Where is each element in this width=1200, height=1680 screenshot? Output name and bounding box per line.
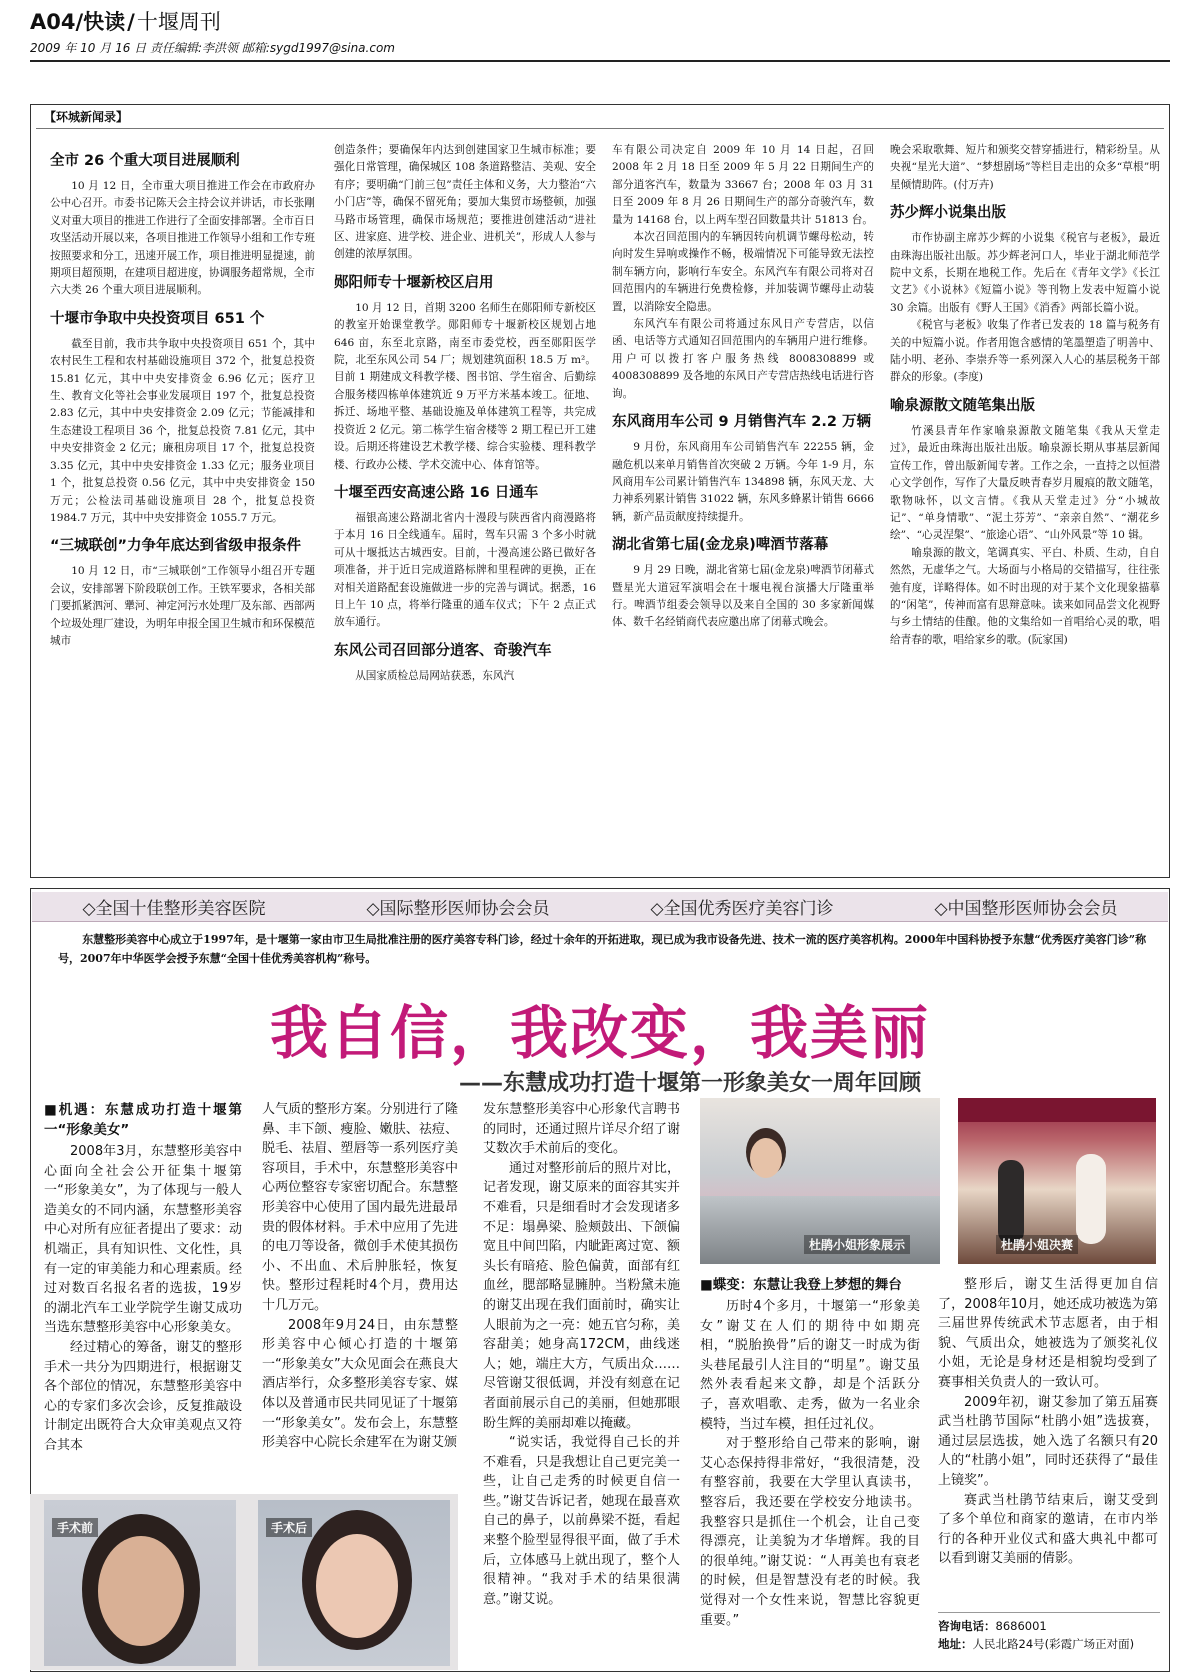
credential-item: ◇国际整形医师协会会员: [366, 899, 550, 919]
article-text: 10 月 12 日，全市重大项目推进工作会在市政府办公中心召开。市委书记陈天会主持会议并讲话，市长张剛义对重大项目的推进工作进行了全面安排部署。全市百日攻坚活动开展以来，各项目推进工作领导小组和工作专班按照要求和分工，迅速开展工作，项目推进明显提速，前期项目超预期，在建项目超进度，协调服务超常规，全市六大类 26 个重大项目进展顺利。: [50, 180, 315, 297]
article-text: 车有限公司决定自 2009 年 10 月 14 日起，召回 2008 年 2 月 18 日至 2009 年 5 月 22 日期间生产的部分逍客汽车，数量为 33667 台；2008 年 03 月 31 日至 2009 年 8 月 26 日期间生产的部分奇骏汽车，数量为 14168 台，以上两车型召回数量共计 51813 台。: [612, 144, 874, 226]
photo-caption: 手术前: [52, 1518, 98, 1537]
ad-column-1: [44, 1100, 242, 1492]
photo-caption: 手术后: [266, 1518, 312, 1537]
credential-item: ◇全国优秀医疗美容门诊: [650, 899, 834, 919]
article-title: 东风公司召回部分逍客、奇骏汽车: [334, 642, 552, 659]
ad-text: 2008年9月24日，由东慧整形美容中心倾心打造的十堰第一“形象美女”大众见面会在燕良大酒店举行，众多整形美容专家、媒体以及普通市民共同见证了十堰第一“形象美女”。发布会上，东慧整形美容中心院长余建军在为谢艾颁: [262, 1317, 458, 1451]
article-text: 10 月 12 日，市“三城联创”工作领导小组召开专题会议，安排部署下阶段联创工作。王铁军要求，各相关部门要抓紧泗河、犟河、神定河污水处理厂及东部、西部两个垃圾处理厂建设，为明年申报全国卫生城市和环保模范城市: [50, 565, 315, 647]
article-text: 市作协副主席苏少辉的小说集《税官与老板》，最近由珠海出版社出版。苏少辉老河口人，毕业于湖北师范学院中文系，长期在地税工作。先后在《青年文学》《长江文艺》《小说林》《短篇小说》等刊物上发表中短篇小说 30 余篇。出版有《野人王国》《消香》两部长篇小说。: [890, 232, 1160, 314]
paper-name: 十堰周刊: [136, 10, 221, 34]
contact-box: [938, 1612, 1160, 1653]
ad-text: 赛武当杜鹃节结束后，谢艾受到了多个单位和商家的邀请，在市内举行的各种开业仪式和盛大典礼中都可以看到谢艾美丽的倩影。: [938, 1492, 1158, 1567]
article-text: 《税官与老板》收集了作者已发表的 18 篇与税务有关的中短篇小说。作者用饱含感情的笔墨塑造了明善中、陆小明、老孙、李崇乔等一系列深入人心的基层税务干部群众的形象。(李度): [890, 319, 1160, 384]
stage-light: [958, 1098, 1156, 1122]
masthead-meta: 2009 年 10 月 16 日 责任编辑:李洪领 邮箱:sygd1997@sina.com: [30, 41, 395, 55]
photo-pageant-final: [958, 1098, 1156, 1264]
news-column-1: [50, 142, 315, 874]
face: [98, 1536, 184, 1646]
section-title: ■蝶变：东慧让我登上梦想的舞台: [700, 1277, 902, 1293]
ad-column-3: [483, 1100, 680, 1660]
ad-text: 历时4个多月，十堰第一“形象美女”谢艾在人们的期待中如期亮相，“脱胎换骨”后的谢艾一时成为街头巷尾最引人注目的“明星”。谢艾虽然外表看起来文静，却是个活跃分子，喜欢唱歌、走秀，做为一名业余模特，当过车模，担任过礼仪。: [700, 1299, 920, 1432]
article-text: 福银高速公路湖北省内十漫段与陕西省内商漫路将于本月 16 日全线通车。届时，驾车只需 3 个多小时就可从十堰抵达古城西安。目前，十漫高速公路已做好各项准备，并于近日完成道路标牌和里程碑的更换，正在对相关道路配套设施做进一步的完善与调试。据悉，16 日上午 10 点，将举行隆重的通车仪式；下午 2 点正式放车通行。: [334, 511, 596, 629]
contestant-figure: [1076, 1154, 1106, 1244]
article-text: 截至目前，我市共争取中央投资项目 651 个，其中农村民生工程和农村基础设施项目 372 个，批复总投资 15.81 亿元，其中中央安排资金 6.96 亿元；医疗卫生、教育文化等社会事业发展项目 197 个，批复总投资 2.83 亿元，其中中央安排资金 2.09 亿元；节能减排和生态建设工程项目 36 个，批复总投资 7.81 亿元，其中中央安排资金 2 亿元；廉租房项目 17 个，批复总投资 3.35 亿元，其中中央安排资金 1.33 亿元；服务业项目 1 个，批复总投资 0.56 亿元，其中中央安排资金 150 万元；公检法司基础设施项目 28 个，批复总投资 1984.7 万元，其中中央安排资金 1055.7 万元。: [50, 337, 315, 524]
photo-caption: 杜鹃小姐形象展示: [804, 1235, 910, 1254]
contact-address-value: 人民北路24号(彩霞广场正对面): [972, 1637, 1135, 1651]
photo-after-surgery: [258, 1500, 450, 1666]
contact-phone-label: 咨询电话：: [938, 1619, 996, 1633]
news-tag-rule: [36, 128, 1164, 129]
ad-text: 发东慧整形美容中心形象代言聘书的同时，还通过照片详尽介绍了谢艾数次手术前后的变化。: [483, 1102, 680, 1157]
news-section-tag: 【环城新闻录】: [44, 110, 129, 124]
contact-phone: [938, 1617, 1160, 1635]
host-figure: [998, 1160, 1024, 1244]
article-text: 竹溪县青年作家喻泉源散文随笔集《我从天堂走过》，最近由珠海出版社出版。喻泉源长期从事基层新闻宣传工作，曾出版新闻专著。工作之余，一直持之以恒潜心文学创作，写作了大量反映青春岁月履痕的散文随笔，歌物咏怀，以文言情。《我从天堂走过》分“小城故记”、“单身情歌”、“泥土芬芳”、“亲亲自然”、“潮花乡绘”、“心灵涅槃”、“旅途心语”、“山外风景”等 10 辑。: [890, 424, 1160, 542]
contact-address: [938, 1635, 1160, 1653]
ad-text: 通过对整形前后的照片对比，记者发现，谢艾原来的面容其实并不难看，只是细看时才会发现诸多不足：塌鼻梁、脸颊鼓出、下颌偏宽且中间凹陷，内眦距离过宽、额头长有暗疮、脸色偏黄，面部有红血丝，腮部略显臃肿。当粉黛未施的谢艾出现在我们面前时，确实让人眼前为之一亮：她五官匀称，美容甜美；她身高172CM，曲线迷人；她，端庄大方，气质出众……尽管谢艾很低调，并没有刻意在记者面前展示自己的美丽，但她那眼盼生辉的美丽却难以掩藏。: [483, 1160, 680, 1431]
photo-caption: 杜鹃小姐决赛: [996, 1235, 1078, 1254]
article-title: 喻泉源散文随笔集出版: [890, 397, 1035, 414]
article-text: 东风汽车有限公司将通过东风日产专营店，以信函、电话等方式通知召回范围内的车辆用户进行维修。用户可以拨打客户服务热线 8008308899 或 4008308899 及各地的东风日产专营店热线电话进行咨询。: [612, 318, 874, 400]
ad-text: 对于整形给自己带来的影响，谢艾心态保持得非常好，“我很清楚，没有整容前，我要在大学里认真读书，整容后，我还要在学校安分地读书。我整容只是抓住一个机会，让自己变得漂亮，让美貌为才华增辉。我的目的很单纯。”谢艾说：“人再美也有衰老的时候，但是智慧没有老的时候。我觉得对一个女性来说，智慧比容貌更重要。”: [700, 1436, 920, 1628]
ad-column-2: [262, 1100, 458, 1492]
ad-text: 整形后，谢艾生活得更加自信了，2008年10月，她还成功被选为第三届世界传统武术节志愿者，由于相貌、气质出众，她被选为了颁奖礼仪小姐，无论是身材还是相貌均受到了赛事相关负责人的一致认可。: [938, 1277, 1158, 1390]
news-column-3: [612, 142, 874, 874]
article-text: 晚会采取歌舞、短片和颁奖交替穿插进行，精彩纷呈。从央视“星光大道”、“梦想剧场”等栏目走出的众多“草根”明星倾情助阵。(付万卉): [890, 144, 1160, 191]
photo-before-surgery: [44, 1500, 236, 1666]
ad-text: 人气质的整形方案。分别进行了隆鼻、丰下颌、瘦脸、嫩肤、祛痘、脱毛、祛眉、塑唇等一系列医疗美容项目，手术中，东慧整形美容中心两位整容专家密切配合。东慧整形美容中心使用了国内最先进最昂贵的假体材料。手术中应用了先进的电刀等设备，微创手术使其损伤小、不出血、术后肿胀轻，恢复快。整形过程耗时4个月，费用达十几万元。: [262, 1102, 458, 1313]
article-text: 创造条件；要确保年内达到创建国家卫生城市标准；要强化日常管理，确保城区 108 条道路整洁、美观、安全有序；要明确“门前三包”责任主体和义务，大力整治“六小门店”等，确保不留死角；要加大集贸市场整顿，加强马路市场管理，确保市场规范；要推进创建活动“进社区、进家庭、进学校、进企业、进机关”，形成人人参与创建的浓厚氛围。: [334, 144, 596, 261]
masthead-title: [30, 6, 1170, 36]
ad-headline: 我自信，我改变，我美丽: [269, 999, 930, 1067]
contact-address-label: 地址：: [938, 1637, 973, 1651]
model-face: [750, 1138, 782, 1178]
news-column-4: [890, 142, 1160, 874]
article-title: 苏少辉小说集出版: [890, 205, 1006, 222]
masthead-rule: [30, 60, 1170, 62]
article-title: 东风商用车公司 9 月销售汽车 2.2 万辆: [612, 414, 871, 431]
ad-text: 2008年3月，东慧整形美容中心面向全社会公开征集十堰第一“形象美女”，为了体现与一般人造美女的不同内涵，东慧整形美容中心对所有应征者提出了要求：动机端正，具有知识性、文化性，具有一定的审美能力和心理素质。经过对数百名报名者的选拔，19岁的湖北汽车工业学院学生谢艾成功当选东慧整形美容中心形象美女。: [44, 1144, 242, 1336]
article-title: “三城联创”力争年底达到省级申报条件: [50, 538, 302, 555]
credential-item: ◇中国整形医师协会会员: [934, 899, 1118, 919]
news-column-2: [334, 142, 596, 874]
article-text: 从国家质检总局网站获悉，东风汽: [355, 669, 515, 682]
title-separator: /: [127, 10, 135, 34]
masthead: [30, 6, 1170, 58]
ad-intro: 东慧整形美容中心成立于1997年，是十堰第一家由市卫生局批准注册的医疗美容专科门诊，经过十余年的开拓进取，现已成为我市设备先进、技术一流的医疗美容机构。2000年中国科协授予东慧“优秀医疗美容门诊”称号，2007年中华医学会授予东慧“全国十佳优秀美容机构”称号。: [58, 933, 1147, 965]
article-text: 10 月 12 日，首期 3200 名师生在郧阳师专新校区的教室开始课堂教学。郧阳师专十堰新校区规划占地 646 亩，东至北京路，南至市委党校，西至郧阳医学院，北至东风公司 54 厂；规划建筑面积 18.5 万 m²。目前 1 期建成文科教学楼、图书馆、学生宿舍、后勤综合服务楼四栋单体建筑近 9 万平方米基本竣工。征地、拆迁、场地平整、基础设施及单体建筑工程等，共完成投资近 2 亿元。第二栋学生宿舍楼等 2 期工程已开工建设。后期还将建设艺术教学楼、综合实验楼、理科教学楼、行政办公楼、学术交流中心、体育馆等。: [334, 301, 596, 471]
article-title: 十堰至西安高速公路 16 日通车: [334, 484, 539, 501]
credential-item: ◇全国十佳整形美容医院: [82, 899, 266, 919]
section-title: ■机遇：东慧成功打造十堰第一“形象美女”: [44, 1102, 242, 1138]
face: [316, 1534, 398, 1638]
page-number: A04/: [30, 10, 84, 34]
ad-subheadline: ——东慧成功打造十堰第一形象美女一周年回顾: [458, 1071, 921, 1096]
contact-phone-value: 8686001: [995, 1619, 1047, 1633]
ad-text: 经过精心的筹备，谢艾的整形手术一共分为四期进行，根据谢艾各个部位的情况，东慧整形美容中心的专家们多次会诊，反复推敲设计制定出既符合大众审美观点又符合其本: [44, 1339, 242, 1453]
ad-text: 2009年初，谢艾参加了第五届赛武当杜鹃节国际“杜鹃小姐”选拔赛，通过层层选拔，她入选了名额只有20人的“杜鹃小姐”，同时还获得了“最佳上镜奖”。: [938, 1394, 1158, 1488]
article-title: 全市 26 个重大项目进展顺利: [50, 153, 240, 169]
section-name: 快读: [83, 10, 126, 34]
article-text: 本次召回范围内的车辆因转向机调节螺母松动，转向时发生异响或操作不畅，极端情况下可能导致无法控制车辆方向，影响行车安全。东风汽车有限公司将对召回范围内的车辆进行免费检修，并加装调节螺母止动装置，以消除安全隐患。: [612, 231, 874, 313]
ad-column-4: [700, 1275, 920, 1665]
article-title: 十堰市争取中央投资项目 651 个: [50, 310, 265, 327]
article-title: 湖北省第七届(金龙泉)啤酒节落幕: [612, 537, 829, 554]
ad-text: “说实话，我觉得自己长的并不难看，只是我想让自己更完美一些，让自己走秀的时候更自信一些。”谢艾告诉记者，她现在最喜欢自己的鼻子，以前鼻梁不挺，看起来整个脸型显得很平面，做了手术后，立体感马上就出现了，整个人很精神。“我对手术的结果很满意。”谢艾说。: [483, 1435, 680, 1607]
article-title: 郧阳师专十堰新校区启用: [334, 274, 494, 291]
ad-column-5: [938, 1275, 1158, 1567]
article-text: 喻泉源的散文，笔调真实、平白、朴质、生动，自自然然，无虚华之气。大场面与小格局的交错描写，往往张弛有度，详略得体。如不时出现的对于某个文化现象描摹的“闲笔”，传神而富有思辩意味。读来如同品尝文化视野与乡土情结的佳酿。他的文集给如一首唱给心灵的歌，唱给青春的歌，唱给家乡的歌。(阮家国): [890, 546, 1160, 646]
ad-credentials-banner: [32, 892, 1168, 922]
article-text: 9 月 29 日晚，湖北省第七届(金龙泉)啤酒节闭幕式暨星光大道冠军演唱会在十堰电视台演播大厅隆重举行。啤酒节组委会领导以及来自全国的 30 多家新闻媒体、数千名经销商代表应邀出席了闭幕式晚会。: [612, 564, 874, 629]
article-text: 9 月份，东风商用车公司销售汽车 22255 辆，金融危机以来单月销售首次突破 2 万辆。今年 1-9 月，东风商用车公司累计销售汽车 134898 辆，东风天龙、大力神系列累计销售 31022 辆，东风多蜂累计销售 6666 辆，新产品贡献度持续提升。: [612, 441, 874, 523]
photo-model-showcase: [700, 1098, 940, 1264]
